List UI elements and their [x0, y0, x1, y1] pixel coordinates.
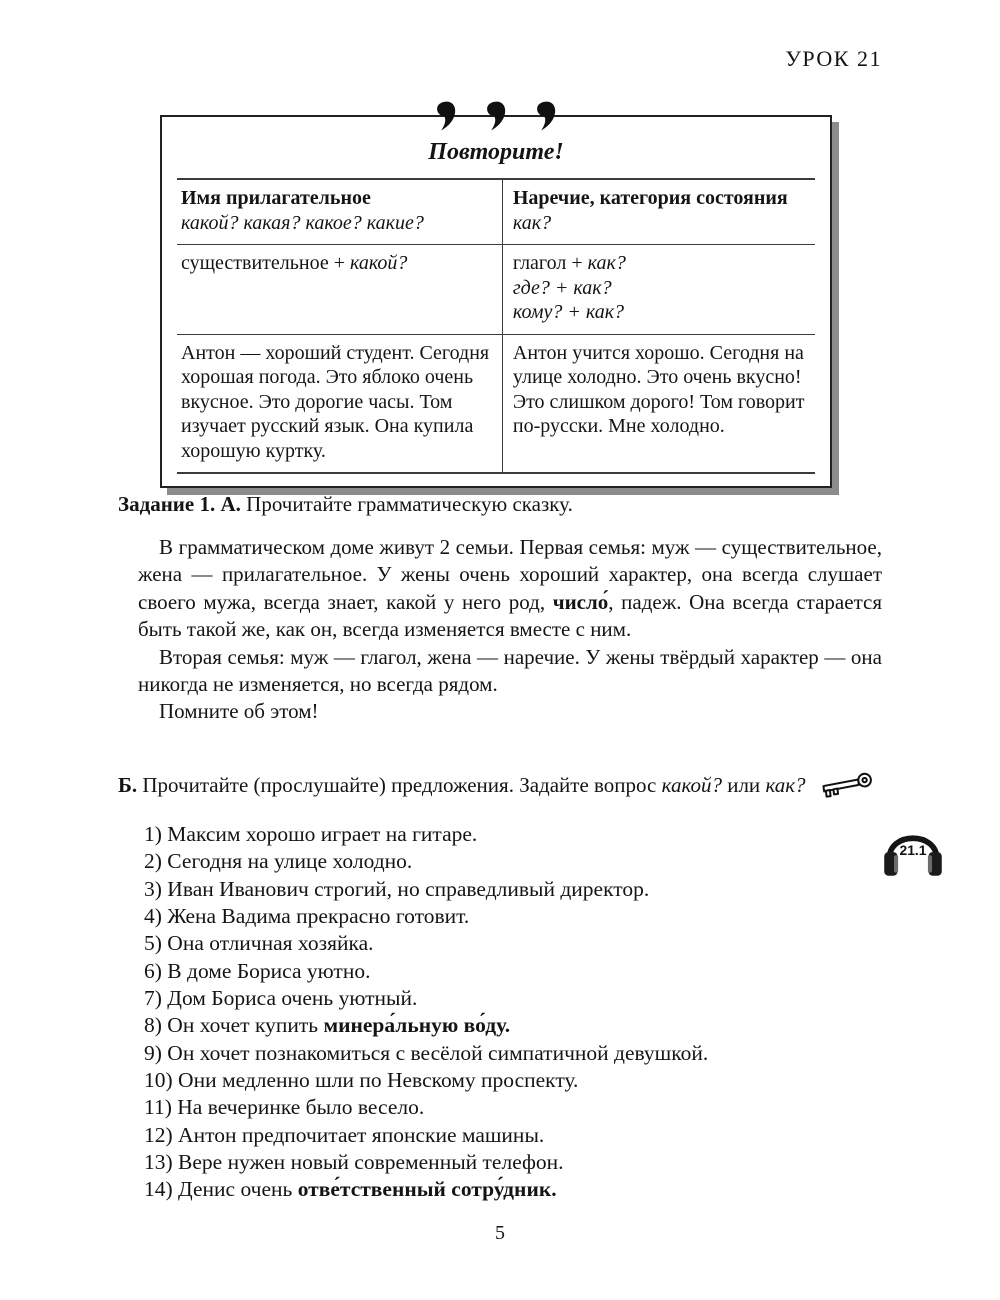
sentence-item: 14) Денис очень отве́тственный сотру́дник.: [144, 1177, 557, 1202]
sentence-item: 5) Она отличная хозяйка.: [144, 931, 374, 956]
sentence-item: 9) Он хочет познакомиться с весёлой симпатичной девушкой.: [144, 1040, 709, 1065]
sentence-item: 11) На вечеринке было весело.: [144, 1095, 425, 1120]
task-1a-instruction: Прочитайте грамматическую сказку.: [246, 492, 573, 516]
adverb-formula-cell: глагол + как? где? + как? кому? + как?: [502, 245, 815, 335]
task-1a-heading: [118, 492, 890, 517]
page-number: 5: [495, 1222, 505, 1244]
sentence-item: 13) Вере нужен новый современный телефон.: [144, 1150, 564, 1175]
sentence-item: 1) Максим хорошо играет на гитаре.: [144, 822, 478, 846]
sentence-list: [144, 821, 904, 1204]
grammar-story: [138, 534, 882, 726]
adverb-questions: как?: [512, 211, 552, 234]
story-paragraph-1: В грамматическом доме живут 2 семьи. Первая семья: муж — существительное, жена — прилагательное. У жены очень хороший характер, она всегда слушает своего мужа, всегда знает, какой у него род, число́, падеж. Она всегда старается быть такой же, как он, всегда изменяется вместе с ним.: [138, 535, 882, 642]
lesson-header: УРОК 21: [785, 46, 882, 71]
adverb-header: Наречие, категория состояния: [512, 187, 788, 209]
sentence-item: 10) Они медленно шли по Невскому проспекту.: [144, 1068, 579, 1093]
sentence-item: 4) Жена Вадима прекрасно готовит.: [144, 904, 470, 929]
adverb-examples-cell: Антон учится хорошо. Сегодня на улице холодно. Это очень вкусно! Это слишком дорого! Том говорит по-русски. Мне холодно.: [502, 334, 815, 473]
table-examples-row: [177, 334, 815, 473]
sentence-item: 3) Иван Иванович строгий, но справедливый директор.: [144, 876, 650, 901]
binding-ring-icon: [436, 100, 457, 132]
task-1b-heading: Б. Прочитайте (прослушайте) предложения. Задайте вопрос какой? или как?: [118, 772, 940, 798]
task-1a-label: Задание 1. А.: [118, 492, 241, 516]
sentence-item: 8) Он хочет купить минера́льную во́ду.: [144, 1013, 511, 1038]
adverb-header-cell: [502, 179, 815, 245]
adjective-examples-cell: Антон — хороший студент. Сегодня хорошая погода. Это яблоко очень вкусное. Это дорогие часы. Том изучает русский язык. Она купила хорошую куртку.: [177, 334, 502, 473]
sentence-item: 2) Сегодня на улице холодно.: [144, 849, 413, 874]
review-box: [160, 115, 832, 488]
adjective-header: Имя прилагательное: [181, 187, 371, 209]
sentence-item: 12) Антон предпочитает японские машины.: [144, 1122, 545, 1147]
audio-track-number: 21.1: [899, 842, 927, 859]
adjective-header-cell: [177, 179, 502, 245]
key-icon: [819, 772, 875, 798]
story-paragraph-2: Вторая семья: муж — глагол, жена — наречие. У жены твёрдый характер — она никогда не изменяется, но всегда рядом.: [138, 644, 882, 697]
grammar-table: [177, 178, 815, 474]
table-formula-row: [177, 245, 815, 335]
sentence-item: 6) В доме Бориса уютно.: [144, 958, 371, 983]
task-1b-label: Б.: [118, 773, 138, 797]
story-paragraph-3: Помните об этом!: [159, 699, 319, 724]
adjective-formula-cell: существительное + какой?: [177, 245, 502, 335]
table-header-row: [177, 179, 815, 245]
binding-ring-icon: [486, 100, 507, 132]
binding-ring-icon: [536, 100, 557, 132]
adjective-questions: какой? какая? какое? какие?: [181, 211, 424, 234]
sentence-item: 7) Дом Бориса очень уютный.: [144, 986, 418, 1011]
review-box-title: Повторите!: [428, 139, 564, 165]
binding-rings-icon: [436, 100, 557, 132]
